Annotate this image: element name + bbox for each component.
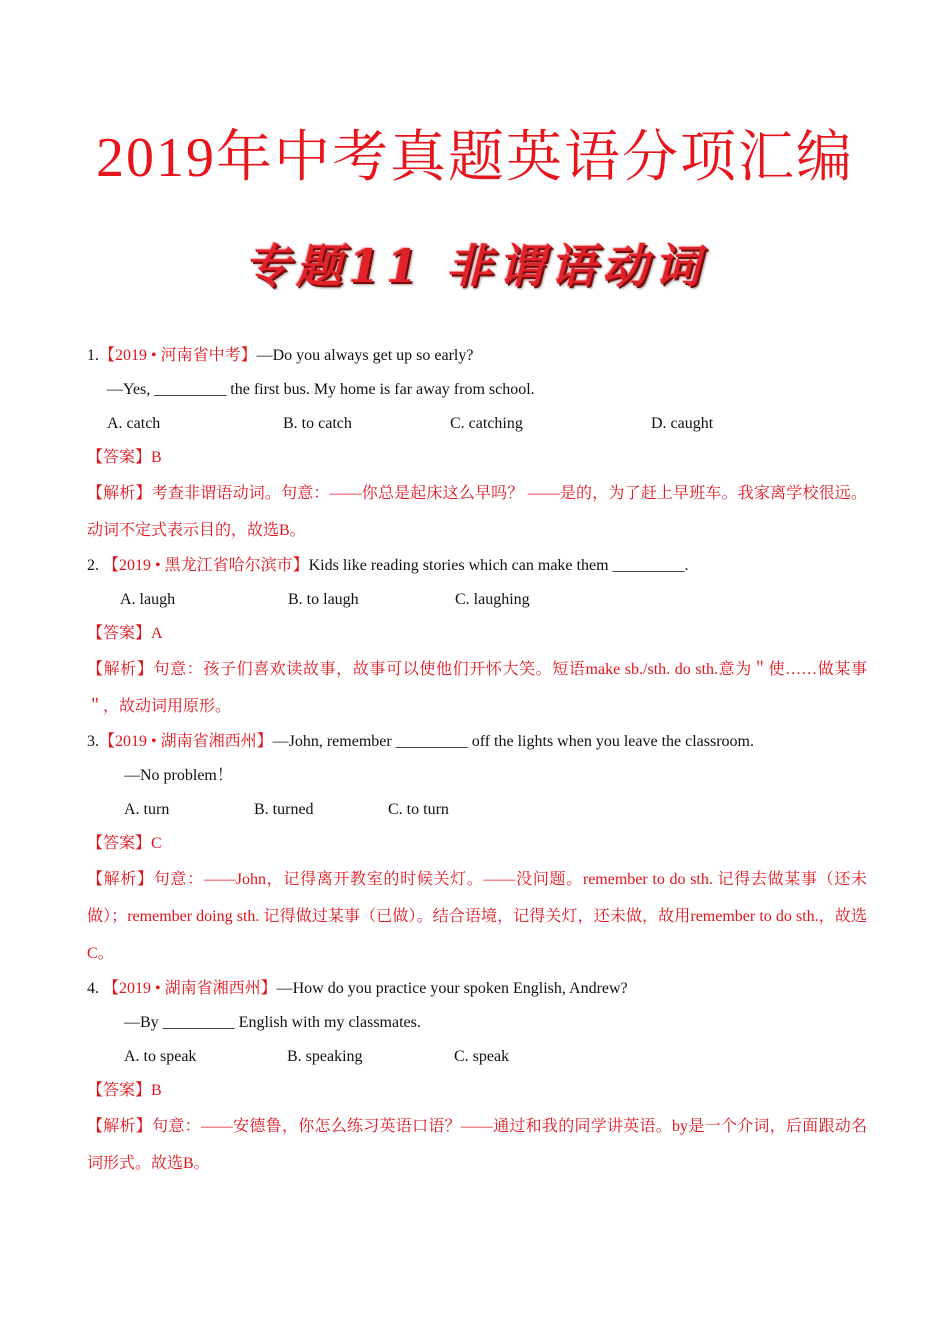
option-c: C. to turn (388, 801, 449, 818)
analysis-text: 句意：——John，记得离开教室的时候关灯。——没问题。remember to do sth. 记得去做某事（还未做）；remember doing sth. 记得做过某事（已做）。结合语境，记得关灯，还未做，故用remember to do sth.，故选C。 (87, 871, 867, 962)
question-2 (87, 549, 867, 725)
question-source: 【2019 • 湖南省湘西州】 (99, 733, 273, 750)
analysis-text: 考查非谓语动词。句意：——你总是起床这么早吗？ ——是的，为了赶上早班车。我家离学校很远。动词不定式表示目的，故选B。 (87, 485, 867, 539)
option-b: B. to laugh (288, 591, 359, 608)
answer-line (87, 1074, 867, 1108)
question-number: 2. (87, 557, 99, 574)
question-response-line: —By _________ English with my classmates. (124, 1014, 421, 1031)
answer-line (87, 617, 867, 651)
question-stem: —How do you practice your spoken English, Andrew? (276, 980, 628, 997)
options-row (87, 1040, 867, 1074)
option-c: C. catching (450, 415, 523, 432)
option-b: B. speaking (287, 1048, 363, 1065)
option-c: C. speak (454, 1048, 510, 1065)
analysis-label: 【解析】 (87, 1118, 153, 1135)
option-a: A. laugh (120, 591, 176, 608)
question-list (87, 339, 867, 1182)
analysis-label: 【解析】 (87, 871, 154, 888)
answer-label: 【答案】 (87, 449, 152, 466)
analysis-block (87, 651, 867, 725)
option-b: B. to catch (283, 415, 352, 432)
analysis-text: 句意：孩子们喜欢读故事，故事可以使他们开怀大笑。短语make sb./sth. do sth.意为＂使……做某事＂，故动词用原形。 (87, 661, 867, 715)
analysis-block (87, 475, 867, 549)
analysis-label: 【解析】 (87, 485, 152, 502)
answer-label: 【答案】 (87, 835, 152, 852)
analysis-text: 句意：——安德鲁，你怎么练习英语口语？——通过和我的同学讲英语。by是一个介词，后面跟动名词形式。故选B。 (87, 1118, 867, 1172)
question-stem: Kids like reading stories which can make them _________. (308, 557, 689, 574)
question-response-line: —No problem！ (124, 767, 233, 784)
question-number: 4. (87, 980, 99, 997)
option-b: B. turned (254, 801, 314, 818)
question-number: 3. (87, 733, 99, 750)
answer-value: B (151, 449, 162, 466)
option-a: A. turn (124, 801, 170, 818)
question-4 (87, 972, 867, 1182)
question-stem: —Do you always get up so early? (256, 347, 474, 364)
answer-value: C (151, 835, 162, 852)
analysis-block (87, 1108, 867, 1182)
answer-label: 【答案】 (87, 1082, 152, 1099)
options-row (87, 407, 867, 441)
analysis-block (87, 861, 867, 972)
question-stem: —John, remember _________ off the lights when you leave the classroom. (272, 733, 754, 750)
option-d: D. caught (651, 415, 714, 432)
question-number: 1. (87, 347, 99, 364)
question-source: 【2019 • 湖南省湘西州】 (103, 980, 277, 997)
options-row (87, 583, 867, 617)
answer-value: A (151, 625, 163, 642)
answer-value: B (151, 1082, 162, 1099)
options-row (87, 793, 867, 827)
answer-line (87, 441, 867, 475)
option-a: A. to speak (124, 1048, 197, 1065)
analysis-label: 【解析】 (87, 661, 154, 678)
answer-label: 【答案】 (87, 625, 152, 642)
question-source: 【2019 • 河南省中考】 (99, 347, 257, 364)
question-source: 【2019 • 黑龙江省哈尔滨市】 (103, 557, 309, 574)
question-1 (87, 339, 867, 549)
option-c: C. laughing (455, 591, 530, 608)
option-a: A. catch (107, 415, 161, 432)
question-response-line: —Yes, _________ the first bus. My home is far away from school. (107, 381, 535, 398)
page-title: 2019年中考真题英语分项汇编 (96, 127, 854, 189)
answer-line (87, 827, 867, 861)
topic-subtitle: 专题11 非谓语动词 (243, 239, 707, 293)
question-3 (87, 725, 867, 972)
